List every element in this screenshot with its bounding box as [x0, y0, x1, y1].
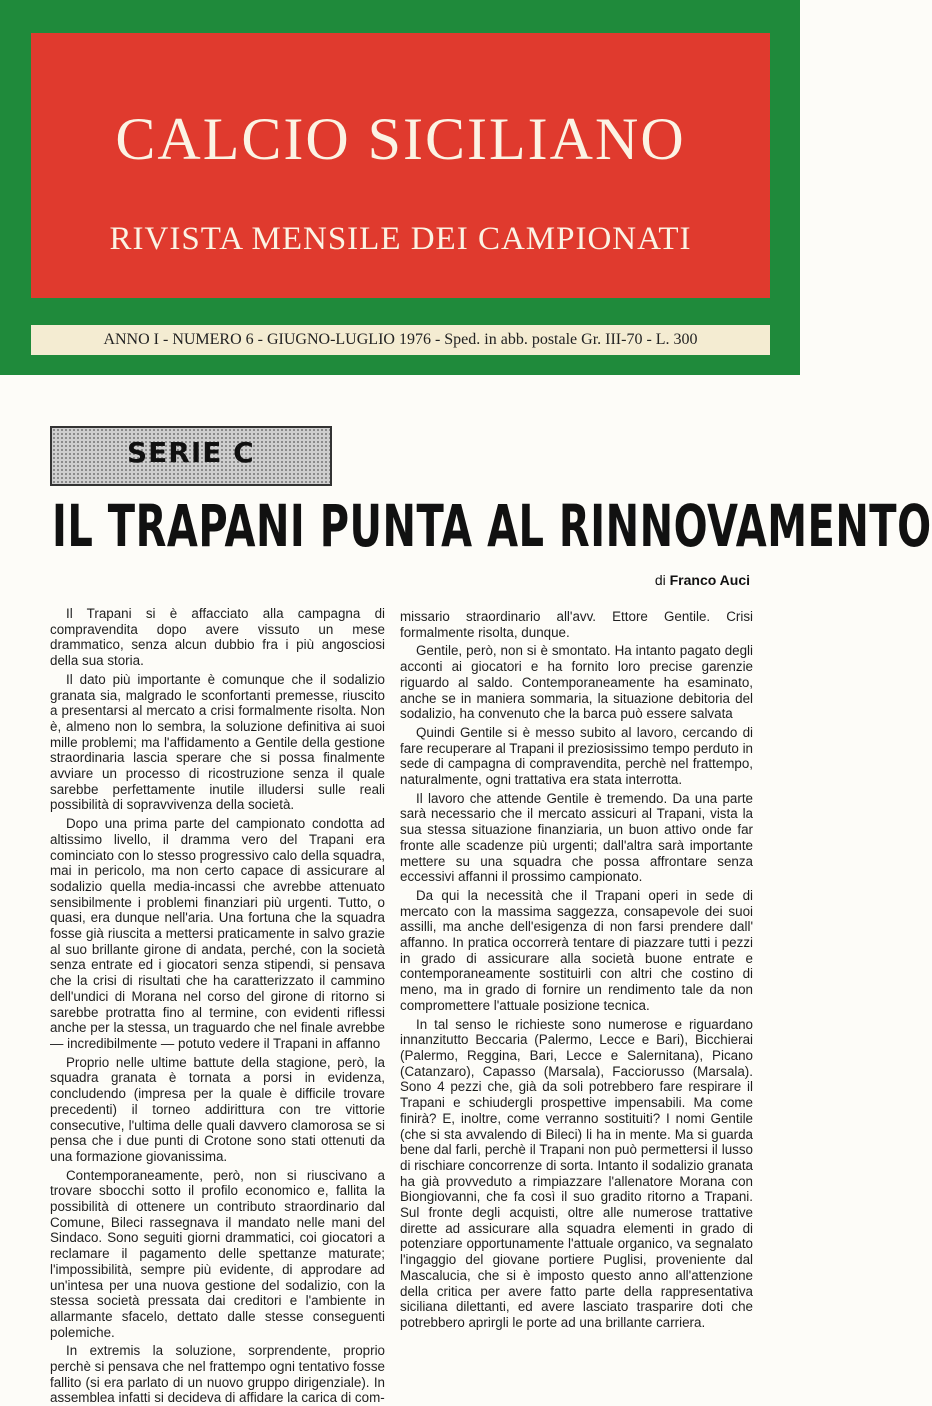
paragraph: Contemporaneamente, però, non si riuscivano a trovare sbocchi sotto il profilo economico e, fallita la possibilità di ottenere un contributo straordinario dal Comune, Bileci rassegnava il mandato nelle mani del Sindaco. Sono seguiti giorni drammatici, coi giocatori a reclamare il pagamento delle spettanze maturate; l'impossibilità, sempre più evidente, di approdare ad un'intesa per una nuova gestione del sodalizio, con la stessa società pressata dai creditori e l'ambiente in allarmante sfacelo, dettato dalle stesse conseguenti polemiche. — [50, 1167, 385, 1340]
article-column-right — [400, 609, 753, 1330]
article-headline: IL TRAPANI PUNTA AL RINNOVAMENTO — [52, 493, 932, 561]
byline-author: Franco Auci — [669, 572, 750, 588]
article-column-left — [50, 606, 385, 1406]
masthead — [0, 0, 800, 375]
magazine-subtitle: RIVISTA MENSILE DEI CAMPIONATI — [109, 221, 692, 257]
section-label: SERIE C — [127, 436, 255, 469]
paragraph: In tal senso le richieste sono numerose e riguardano innanzitutto Beccaria (Palermo, Lecce e Bari), Bicchierai (Palermo, Reggina, Bari, Lecce e Salernitana), Picano (Catanzaro), Capasso (Marsala), Facciorusso (Marsala). Sono 4 pezzi che, già da soli potrebbero fare respirare il Trapani e schiudergli prospettive impensabili. Ma come finirà? E, inoltre, come verranno sostituiti? I nomi Gentile (che si sta avvalendo di Bileci) li ha in mente. Ma si guarda bene dal farli, perchè il Trapani non può permettersi il lusso di rischiare concorrenze di sorta. Intanto il sodalizio granata ha già provveduto a rimpiazzare l'allenatore Morana con Biongiovanni, che fa così il suo gradito ritorno a Trapani. Sul fronte degli acquisti, oltre alle numerose trattative dirette ad assicurare alla squadra elementi in grado di potenziare opportunamente l'attuale organico, va segnalato l'ingaggio del giovane portiere Puglisi, proveniente dal Mascalucia, che si è imposto questo anno all'attenzione della critica per avere fatto parte della rappresentativa siciliana dilettanti, ed avere lasciato trasparire doti che potrebbero aprirgli le porte ad una brillante carriera. — [400, 1016, 753, 1330]
byline — [655, 572, 750, 588]
paragraph: missario straordinario all'avv. Ettore Gentile. Crisi formalmente risolta, dunque. — [400, 609, 753, 640]
paragraph: Da qui la necessità che il Trapani operi in sede di mercato con la massima saggezza, consapevole dei suoi assilli, ma anche dell'esigenza di non farsi prendere dall' affanno. In pratica occorrerà tentare di piazzare tutti i pezzi in grado di assicurare alla società buone entrate e contemporaneamente sostituirli con altri che costino di meno, ma in grado di fornire un rendimento tale da non compromettere l'attuale posizione tecnica. — [400, 887, 753, 1013]
paragraph: Gentile, però, non si è smontato. Ha intanto pagato degli acconti ai giocatori e ha fornito loro precise garenzie riguardo al saldo. Contemporaneamente ha esaminato, anche se in maniera sommaria, la situazione debitoria del sodalizio, ha convenuto che la barca può essere salvata — [400, 643, 753, 722]
magazine-title: CALCIO SICILIANO — [115, 106, 686, 172]
title-box — [31, 33, 770, 298]
issue-band — [31, 325, 770, 355]
paragraph: In extremis la soluzione, sorprendente, proprio perchè si pensava che nel frattempo ogni tentativo fosse fallito (si era parlato di un nuovo gruppo dirigenziale). In assemblea infatti si decideva di affidare la carica di com- — [50, 1343, 385, 1406]
section-label-box — [50, 426, 332, 486]
paragraph: Proprio nelle ultime battute della stagione, però, la squadra granata è tornata a porsi in evidenza, concludendo (impresa per la quale è difficile trovare precedenti) il torneo addirittura con tre vittorie consecutive, l'ultima delle quali davvero clamorosa se si pensa che i due punti di Crotone sono stati ottenuti da una formazione giovanissima. — [50, 1054, 385, 1164]
byline-prefix: di — [654, 572, 666, 588]
paragraph: Dopo una prima parte del campionato condotta ad altissimo livello, il dramma vero del Trapani era cominciato con lo stesso progressivo calo della squadra, mai in pericolo, ma non certo capace di assicurare al sodalizio quella media-incassi che avrebbe attenuato sensibilmente i problemi finanziari più urgenti. Tutto, o quasi, era dunque nell'aria. Una fortuna che la squadra fosse già riuscita a mettersi praticamente in salvo grazie al suo brillante girone di andata, perché, con la società senza entrate ed i giocatori senza stipendi, si pensava che la crisi di risultati che ha caratterizzato il cammino dell'undici di Morana nel corso del girone di ritorno si sarebbe protratta fino al termine, con evidenti riflessi anche per la stessa, un traguardo che nel finale avrebbe — incredibilmente — potuto vedere il Trapani in affanno — [50, 816, 385, 1051]
paragraph: Il Trapani si è affacciato alla campagna di compravendita dopo avere vissuto un mese drammatico, senza alcun dubbio fra i più angosciosi della sua storia. — [50, 606, 385, 669]
paragraph: Quindi Gentile si è messo subito al lavoro, cercando di fare recuperare al Trapani il preziosissimo tempo perduto in sede di campagna di compravendita, perchè nel frattempo, naturalmente, ogni trattativa era stata interrotta. — [400, 724, 753, 788]
paragraph: Il lavoro che attende Gentile è tremendo. Da una parte sarà necessario che il mercato assicuri al Trapani, vista la sua stessa situazione finanziaria, un buon attivo onde far fronte alle scadenze più urgenti; dall'altra sarà importante mettere su una squadra che possa affrontare senza eccessivi affanni il prossimo campionato. — [400, 790, 753, 885]
issue-info: ANNO I - NUMERO 6 - GIUGNO-LUGLIO 1976 - Sped. in abb. postale Gr. III-70 - L. 300 — [103, 331, 698, 348]
paragraph: Il dato più importante è comunque che il sodalizio granata sia, malgrado le sconfortanti premesse, riuscito a presentarsi al mercato a crisi formalmente risolta. Non è, almeno non lo sembra, la soluzione definitiva ai suoi mille problemi; ma l'affidamento a Gentile della gestione straordinaria lascia sperare che si possa finalmente avviare un processo di ricostruzione senza il quale sarebbe perfettamente inutile illudersi sulle reali possibilità di sopravvivenza della società. — [50, 671, 385, 813]
